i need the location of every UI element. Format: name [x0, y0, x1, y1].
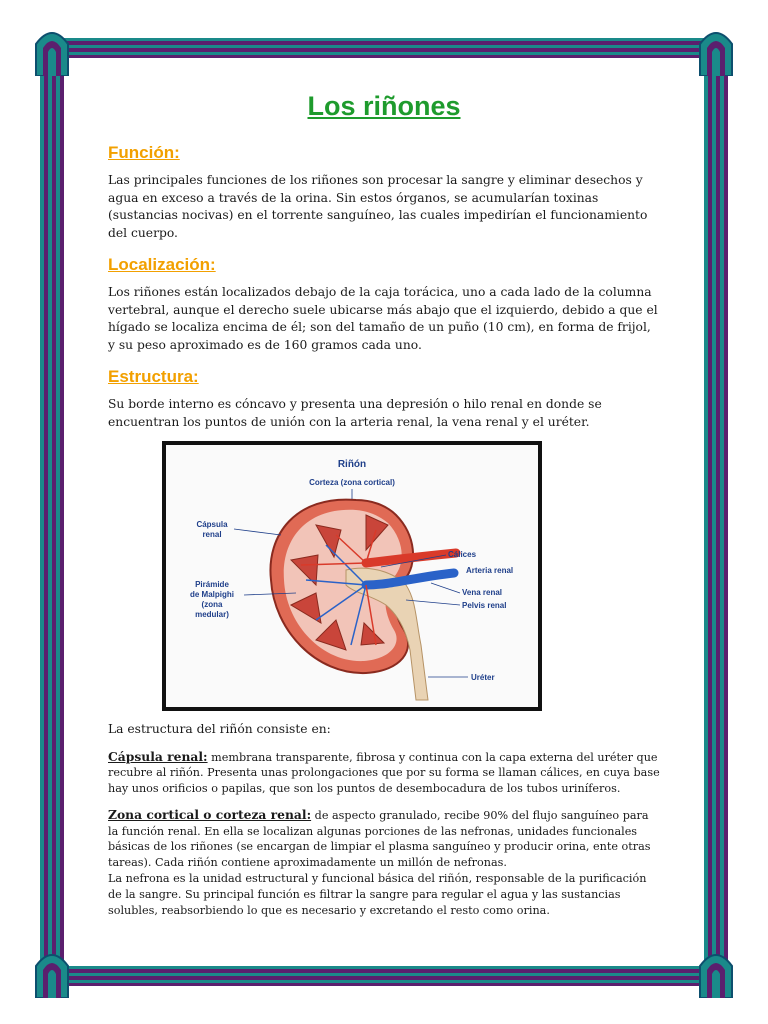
label-piramide-2: de Malpighi [190, 590, 234, 599]
frame-top-border [60, 38, 708, 58]
label-corteza: Corteza (zona cortical) [309, 478, 395, 487]
frame-left-border [40, 60, 64, 964]
label-piramide-3: (zona [201, 600, 223, 609]
kidney-diagram [162, 441, 542, 711]
label-calices: Cálices [448, 550, 477, 559]
label-capsula-1: Cápsula [196, 520, 228, 529]
frame-corner-ornament-icon [698, 948, 734, 998]
section-text-estructura: Su borde interno es cóncavo y presenta una depresión o hilo renal en donde se encuentran los puntos de unión con la arteria renal, la vena renal y el uréter. [108, 397, 602, 429]
label-piramide-1: Pirámide [195, 580, 229, 589]
label-arteria: Arteria renal [466, 566, 514, 575]
zona-paragraph [108, 807, 660, 871]
page-content [108, 82, 660, 928]
figure-title: Riñón [337, 459, 367, 470]
section-heading-estructura: Estructura: [108, 367, 199, 386]
section-text-funcion: Las principales funciones de los riñones son procesar la sangre y eliminar desechos y agua en exceso a través de la orina. Sin estos órganos, se acumularían toxinas (sustancias nocivas) en el torrente sanguíneo, las cuales impedirían el funcionamiento del cuerpo. [108, 173, 648, 240]
section-text-localizacion: Los riñones están localizados debajo de la caja torácica, uno a cada lado de la columna vertebral, aunque el derecho suele ubicarse más abajo que el izquierdo, debido a que el hígado se localiza encima de él; son del tamaño de un puño (10 cm), en forma de frijol, y su peso aproximado es de 160 gramos cada uno. [108, 285, 658, 352]
kidney-illustration [166, 445, 538, 707]
section-heading-funcion: Función: [108, 143, 180, 162]
frame-corner-ornament-icon [698, 26, 734, 76]
label-piramide-4: medular) [195, 610, 229, 619]
frame-right-border [704, 60, 728, 964]
label-capsula-2: renal [202, 530, 222, 539]
estructura-intro: La estructura del riñón consiste en: [108, 722, 331, 736]
zona-text: de aspecto granulado, recibe 90% del flujo sanguíneo para la función renal. En ella se localizan algunas porciones de las nefronas, unidades funcionales básicas de los riñones (se encargan de limpiar el plasma sanguíneo y producir orina, ente otras tareas). Cada riñón contiene aproximadamente un millón de nefronas. [108, 808, 651, 870]
capsula-paragraph [108, 749, 660, 797]
zona-term: Zona cortical o corteza renal: [108, 806, 312, 822]
section-heading-localizacion: Localización: [108, 255, 216, 274]
nefrona-paragraph: La nefrona es la unidad estructural y funcional básica del riñón, responsable de la purificación de la sangre. Su principal función es filtrar la sangre para regular el agua y las sustancias solubles, reabsorbiendo lo que es necesario y excretando el resto como orina. [108, 872, 647, 917]
capsula-text: membrana transparente, fibrosa y continua con la capa externa del uréter que recubre al riñón. Presenta unas prolongaciones que por su forma se llaman cálices, en cuya base hay unos orificios o papilas, que son los puntos de desembocadura de los tubos uriníferos. [108, 750, 660, 796]
frame-corner-ornament-icon [34, 26, 70, 76]
capsula-term: Cápsula renal: [108, 748, 208, 764]
label-ureter: Uréter [471, 673, 495, 682]
page-title: Los riñones [307, 91, 461, 121]
label-vena: Vena renal [462, 588, 503, 597]
frame-bottom-border [60, 966, 708, 986]
frame-corner-ornament-icon [34, 948, 70, 998]
label-pelvis: Pelvis renal [462, 601, 507, 610]
